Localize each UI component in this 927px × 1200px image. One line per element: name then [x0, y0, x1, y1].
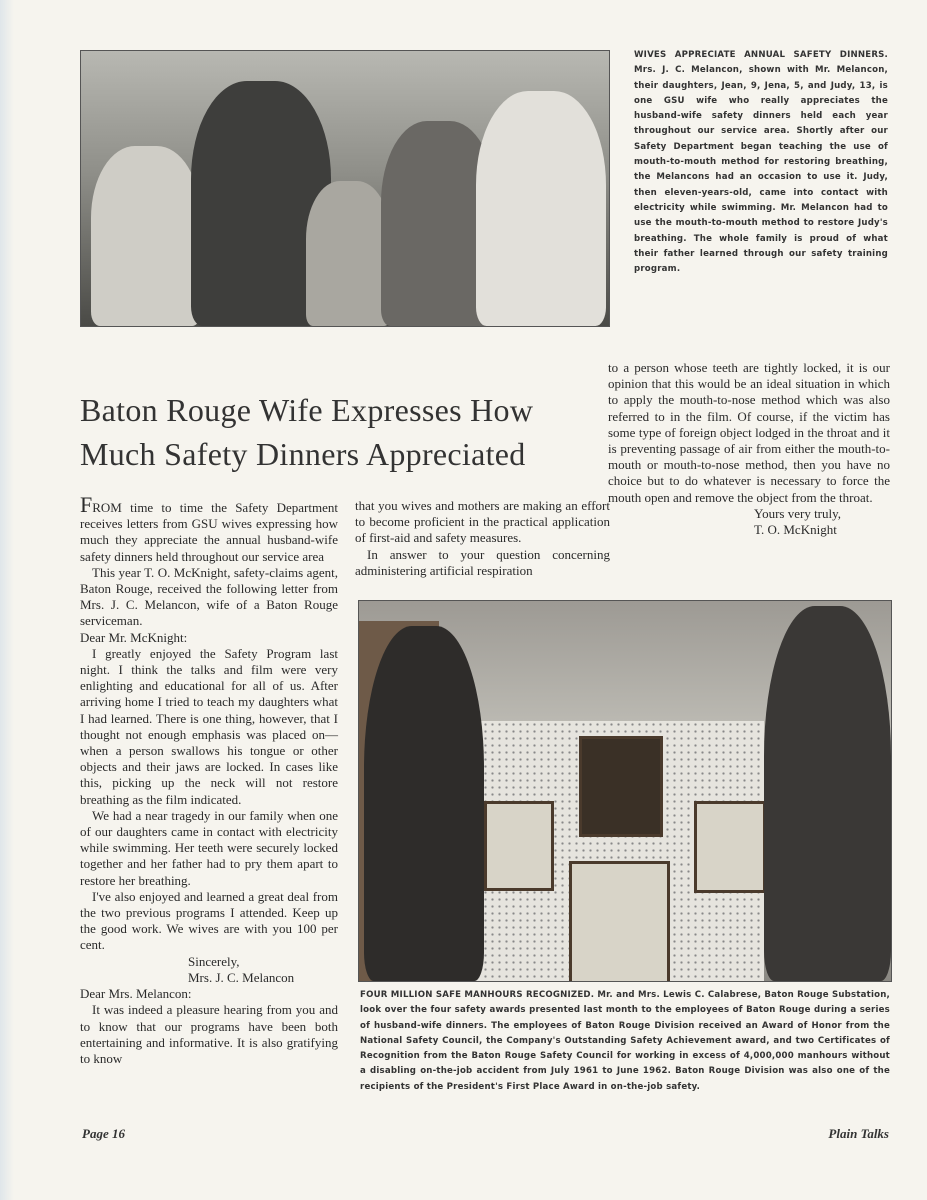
paragraph: ROM time to time the Safety Department receives letters from GSU wives expressing how much they appreciate the annual husband-wife safety dinners held throughout our service area	[80, 500, 338, 564]
page-number: Page 16	[82, 1126, 125, 1141]
paragraph: to a person whose teeth are tightly locked, it is our opinion that this would be an ideal situation in which to apply the mouth-to-nose method which was also referred to in the film. Of course, if the victim has some type of foreign object lodged in the throat and it is preventing passage of air from either the mouth-to-mouth or mouth-to-nose method, then you have no choice but to do whatever is necessary to force the mouth open and remove the object from the throat.	[608, 360, 890, 505]
caption-body: Mrs. J. C. Melancon, shown with Mr. Melancon, their daughters, Jean, 9, Jena, 5, and Judy, 13, is one GSU wife who really appreciates the husband-wife safety dinners held each year throughout our service area. Shortly after our Safety Department began teaching the use of mouth-to-mouth method for restoring breathing, the Melancons had an occasion to use it. Judy, then eleven-years-old, came into contact with electricity while swimming. Mr. Melancon had to use the mouth-to-mouth method to restore Judy's breathing. The whole family is proud of what their father learned through our safety training program.	[634, 65, 888, 275]
signoff: Sincerely,	[188, 953, 240, 969]
publication-name: Plain Talks	[828, 1126, 889, 1141]
salutation: Dear Mrs. Melancon:	[80, 986, 192, 1002]
family-photo	[80, 50, 610, 327]
awards-photo-caption	[360, 988, 890, 1095]
paragraph: I greatly enjoyed the Safety Program last night. I think the talks and film were very enlighting and educational for all of us. After arriving home I tried to teach my daughters what I had learned. There is one thing, however, that I thought not enough emphasis was placed on—when a person swallows his tongue or other objects and their jaws are locked. In cases like this, picking up the neck will not restore breathing as the film indicated.	[80, 645, 338, 807]
article-column-2	[355, 498, 610, 579]
caption-title: FOUR MILLION SAFE MANHOURS RECOGNIZED.	[360, 990, 595, 1000]
paragraph: It was indeed a pleasure hearing from you and to know that our programs have been both entertaining and informative. It is also gratifying to know	[80, 1002, 338, 1066]
page-edge	[0, 0, 14, 1200]
awards-photo	[358, 600, 892, 982]
signature: T. O. McKnight	[754, 522, 837, 538]
family-photo-caption	[634, 48, 888, 277]
paragraph: In answer to your question concerning administering artificial respiration	[355, 546, 610, 578]
signature: Mrs. J. C. Melancon	[188, 969, 295, 985]
signoff: Yours very truly,	[754, 505, 842, 521]
salutation: Dear Mr. McKnight:	[80, 629, 188, 645]
article-column-1	[80, 492, 338, 1067]
paragraph: I've also enjoyed and learned a great deal from the two previous programs I attended. Keep up the good work. We wives are with you 100 per cent.	[80, 888, 338, 953]
paragraph: We had a near tragedy in our family when one of our daughters came in contact with electricity while swimming. Her teeth were securely locked together and her father had to pry them apart to restore her breathing.	[80, 807, 338, 888]
article-headline: Baton Rouge Wife Expresses How Much Safety Dinners Appreciated	[80, 392, 534, 472]
article-column-3	[608, 360, 890, 538]
drop-cap: F	[80, 492, 93, 517]
caption-body: Mr. and Mrs. Lewis C. Calabrese, Baton Rouge Substation, look over the four safety awards presented last month to the employees of Baton Rouge during a series of husband-wife dinners. The employees of Baton Rouge Division received an Award of Honor from the National Safety Council, the Company's Outstanding Safety Achievement award, and two Certificates of Recognition from the Baton Rouge Safety Council for working in excess of 4,000,000 manhours without a disabling on-the-job accident from July 1961 to June 1962. Baton Rouge Division was also one of the recipients of the President's First Place Award in on-the-job safety.	[360, 990, 890, 1092]
paragraph: that you wives and mothers are making an effort to become proficient in the practical application of first-aid and safety measures.	[355, 498, 610, 546]
caption-title: WIVES APPRECIATE ANNUAL SAFETY DINNERS.	[634, 50, 888, 60]
paragraph: This year T. O. McKnight, safety-claims agent, Baton Rouge, received the following letter from Mrs. J. C. Melancon, wife of a Baton Rouge serviceman.	[80, 564, 338, 629]
pegboard	[454, 721, 764, 981]
